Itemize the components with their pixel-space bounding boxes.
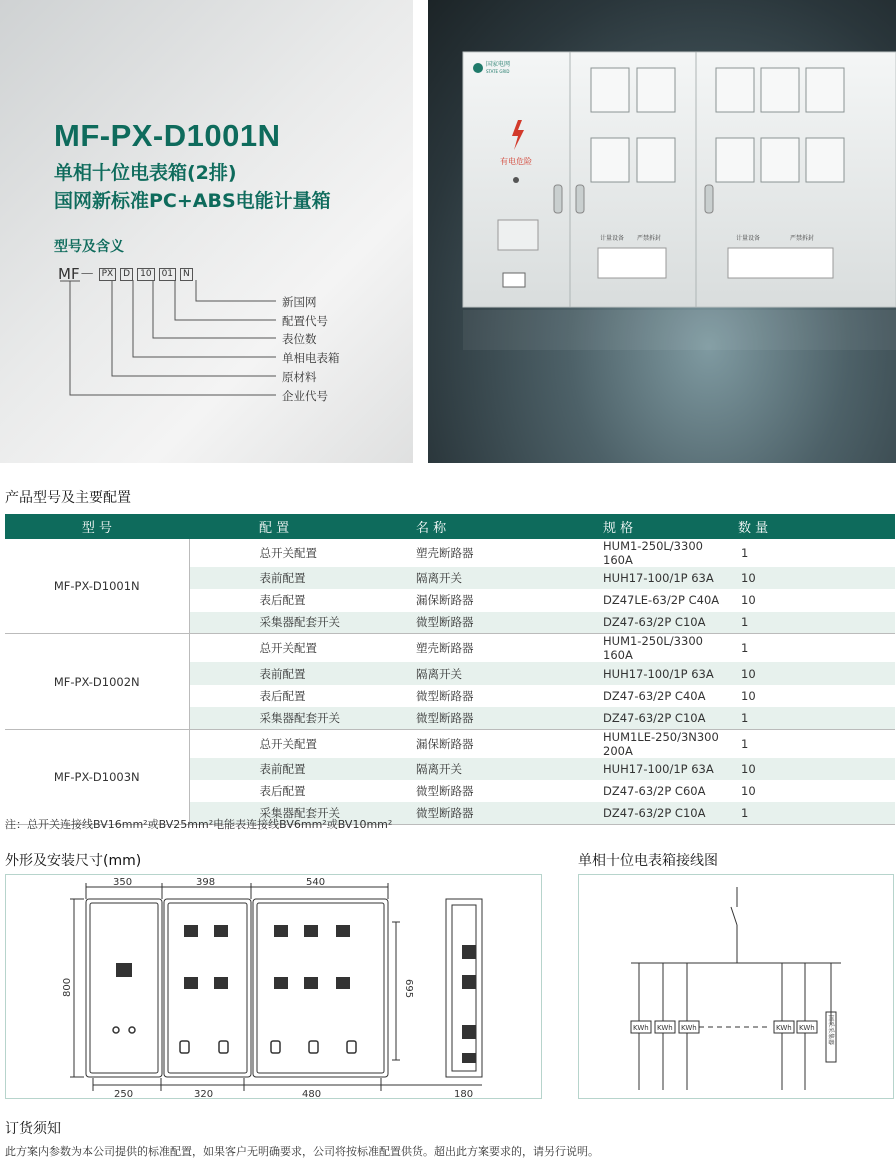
spec-cell: HUH17-100/1P 63A <box>528 567 726 589</box>
legend-company-code: 企业代号 <box>282 389 328 403</box>
model-title: MF-PX-D1001N <box>54 118 281 153</box>
model-cell: MF-PX-D1001N <box>5 539 189 634</box>
danger-label: 有电危险 <box>500 157 532 166</box>
config-cell: 采集器配套开关 <box>189 612 344 634</box>
name-cell: 塑壳断路器 <box>416 546 474 560</box>
qty-cell: 10 <box>726 567 895 589</box>
code-box: N <box>180 268 193 281</box>
name-cell: 塑壳断路器 <box>416 641 474 656</box>
table-row <box>5 634 895 663</box>
order-heading: 订货须知 <box>5 1121 61 1137</box>
table-section-title: 产品型号及主要配置 <box>5 490 131 506</box>
dim-bottom-1: 250 <box>114 1089 134 1100</box>
spec-cell: DZ47LE-63/2P C40A <box>603 593 720 608</box>
qty-cell: 1 <box>726 802 895 824</box>
panel-label: 严禁拆封 <box>637 235 662 242</box>
order-text: 此方案内参数为本公司提供的标准配置，如果客户无明确要求，公司将按标准配置供货。超出此方案要求的，请另行说明。 <box>5 1145 599 1158</box>
product-subtitle: 单相十位电表箱(2排) <box>54 162 237 184</box>
code-leader-lines <box>0 0 413 463</box>
spec-table <box>5 514 895 825</box>
name-cell: 隔离开关 <box>344 758 528 780</box>
model-cell: MF-PX-D1002N <box>5 634 189 729</box>
logo-text: 国家电网 <box>486 61 511 68</box>
logo-sub: STATE GRID <box>486 69 510 74</box>
name-cell: 微型断路器 <box>344 612 528 634</box>
spec-cell: DZ47-63/2P C60A <box>603 784 706 799</box>
code-box: D <box>120 268 133 281</box>
config-cell: 表前配置 <box>189 567 344 589</box>
col-header-name: 名 称 <box>344 514 528 539</box>
model-cell: MF-PX-D1003N <box>5 729 189 824</box>
table-header-row <box>5 514 895 539</box>
qty-cell: 1 <box>726 612 895 634</box>
config-cell: 总开关配置 <box>259 546 317 560</box>
spec-cell: DZ47-63/2P C10A <box>528 707 726 729</box>
code-box: PX <box>99 268 117 281</box>
code-prefix: MF－ <box>58 265 95 283</box>
col-header-config: 配 置 <box>189 514 344 539</box>
qty-cell: 10 <box>741 593 756 608</box>
config-cell: 总开关配置 <box>259 736 317 751</box>
dim-bottom-3: 480 <box>302 1089 322 1100</box>
wiring-diagram <box>578 874 894 1099</box>
name-cell: 微型断路器 <box>344 802 528 824</box>
dim-depth: 180 <box>454 1089 474 1100</box>
meter-label: KWh <box>681 1024 697 1032</box>
spec-cell: DZ47-63/2P C10A <box>528 802 726 824</box>
table-note: 注：总开关连接线BV16mm²或BV25mm²电能表连接线BV6mm²或BV10mm² <box>5 818 393 831</box>
dim-height: 800 <box>62 977 73 997</box>
name-cell: 隔离开关 <box>344 567 528 589</box>
legend-material: 原材料 <box>282 370 317 384</box>
config-cell: 表前配置 <box>189 662 344 684</box>
collector-label: 回采采集器 <box>827 1015 834 1046</box>
panel-label: 严禁拆封 <box>790 235 815 242</box>
config-cell: 采集器配套开关 <box>189 802 344 824</box>
spec-cell: DZ47-63/2P C40A <box>603 688 706 703</box>
name-cell: 隔离开关 <box>344 662 528 684</box>
code-box: 01 <box>159 268 176 281</box>
dim-bottom-2: 320 <box>194 1089 214 1100</box>
qty-cell: 1 <box>741 736 749 751</box>
drawing-section-title: 外形及安装尺寸(mm) <box>5 853 142 869</box>
code-box: 10 <box>137 268 154 281</box>
legend-box-type: 单相电表箱 <box>282 351 340 365</box>
table-row <box>5 539 895 567</box>
spec-cell: HUM1-250L/3300 160A <box>603 539 703 567</box>
config-cell: 表后配置 <box>259 593 306 608</box>
name-cell: 微型断路器 <box>416 784 474 799</box>
dim-inner-height: 695 <box>403 979 414 999</box>
meter-label: KWh <box>776 1024 792 1032</box>
config-cell: 表后配置 <box>259 688 306 703</box>
meter-label: KWh <box>799 1024 815 1032</box>
table-row <box>5 729 895 758</box>
name-cell: 微型断路器 <box>416 688 474 703</box>
meter-label: KWh <box>657 1024 673 1032</box>
meter-box-product-image <box>428 0 896 463</box>
spec-cell: HUH17-100/1P 63A <box>528 662 726 684</box>
config-cell: 表后配置 <box>259 784 306 799</box>
config-cell: 采集器配套开关 <box>189 707 344 729</box>
product-subtitle-2: 国网新标准PC+ABS电能计量箱 <box>54 190 331 212</box>
panel-label: 计量设备 <box>736 235 761 242</box>
panel-label: 计量设备 <box>600 235 625 242</box>
col-header-spec: 规 格 <box>528 514 726 539</box>
spec-cell: HUM1LE-250/3N300 200A <box>603 729 719 758</box>
qty-cell: 1 <box>741 641 749 656</box>
col-header-model: 型 号 <box>5 514 189 539</box>
dimension-drawing-svg <box>6 875 543 1100</box>
dim-top-1: 350 <box>113 877 133 888</box>
name-cell: 漏保断路器 <box>416 736 474 751</box>
dim-top-3: 540 <box>306 877 326 888</box>
spec-cell: HUH17-100/1P 63A <box>528 758 726 780</box>
config-cell: 表前配置 <box>189 758 344 780</box>
name-cell: 漏保断路器 <box>416 593 474 608</box>
legend-new-grid: 新国网 <box>282 295 317 309</box>
col-header-qty: 数 量 <box>726 514 895 539</box>
qty-cell: 1 <box>726 707 895 729</box>
legend-config-code: 配置代号 <box>282 314 328 328</box>
dim-top-2: 398 <box>196 877 216 888</box>
meter-label: KWh <box>633 1024 649 1032</box>
spec-cell: DZ47-63/2P C10A <box>528 612 726 634</box>
model-meaning-heading: 型号及含义 <box>54 239 124 255</box>
legend-meter-count: 表位数 <box>282 332 317 346</box>
qty-cell: 10 <box>726 662 895 684</box>
wiring-section-title: 单相十位电表箱接线图 <box>578 853 718 869</box>
qty-cell: 10 <box>741 688 756 703</box>
name-cell: 微型断路器 <box>344 707 528 729</box>
qty-cell: 10 <box>741 784 756 799</box>
spec-cell: HUM1-250L/3300 160A <box>603 634 703 663</box>
config-cell: 总开关配置 <box>259 641 317 656</box>
dimension-drawing <box>5 874 542 1099</box>
wiring-diagram-svg <box>579 875 895 1100</box>
qty-cell: 1 <box>741 546 749 560</box>
qty-cell: 10 <box>726 758 895 780</box>
